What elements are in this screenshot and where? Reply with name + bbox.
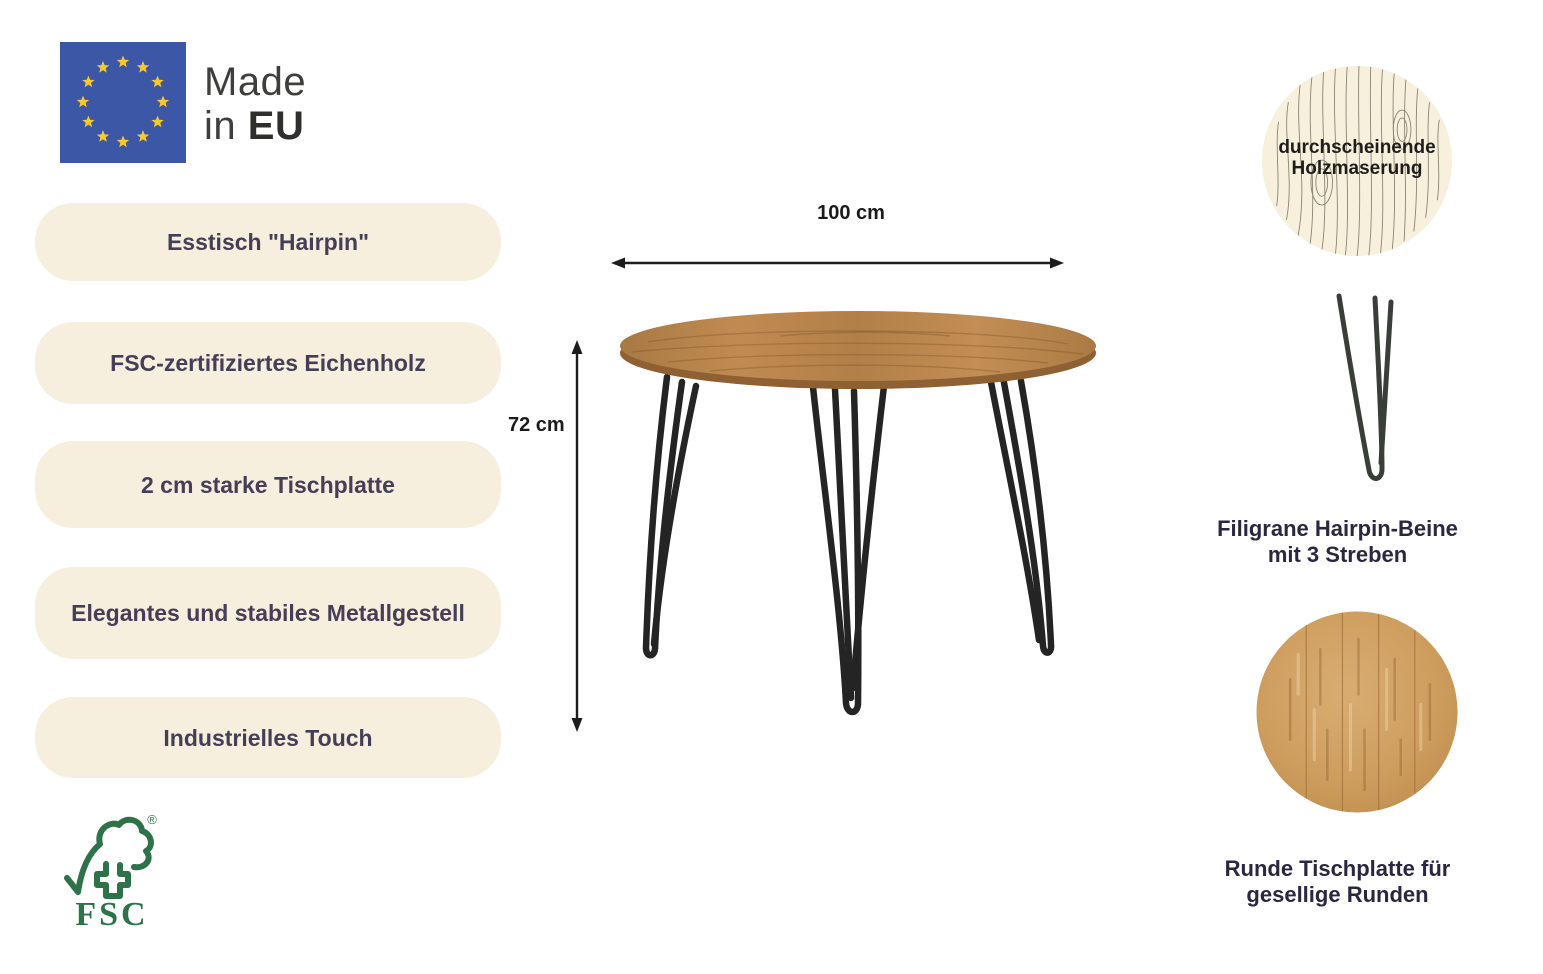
- made-in-eu-badge: [60, 42, 306, 163]
- feature-pill-fsc-oak: FSC-zertifiziertes Eichenholz: [35, 322, 501, 404]
- fsc-wordmark: FSC: [75, 896, 149, 930]
- fsc-tree-trunk: [97, 864, 128, 896]
- table-illustration: [480, 195, 1120, 755]
- made-in-eu-in: in: [204, 104, 237, 148]
- width-dimension-label: 100 cm: [817, 202, 885, 224]
- feature-pill-tabletop-thickness: 2 cm starke Tischplatte: [35, 441, 501, 528]
- made-in-eu-line2: [204, 104, 306, 148]
- feature-pill-product-name: Esstisch "Hairpin": [35, 203, 501, 281]
- round-top-caption: [1190, 856, 1485, 908]
- feature-pill-metal-frame: Elegantes und stabiles Metallgestell: [35, 567, 501, 659]
- round-top-caption-line1: Runde Tischplatte für: [1224, 856, 1451, 881]
- hairpin-leg-detail: [1325, 288, 1405, 503]
- table-top: [620, 311, 1096, 389]
- hairpin-legs-caption: [1190, 516, 1485, 568]
- made-in-eu-line1: Made: [204, 60, 307, 104]
- fsc-registered-mark: ®: [147, 812, 157, 827]
- eu-flag-icon: [60, 42, 186, 163]
- made-in-eu-text: [204, 60, 306, 148]
- made-in-eu-eu: EU: [247, 104, 305, 148]
- height-dimension-arrow: [572, 340, 583, 732]
- fsc-tree-check: [67, 820, 151, 892]
- height-dimension-label: 72 cm: [508, 414, 565, 436]
- wood-grain-caption-line2: Holzmaserung: [1291, 158, 1423, 179]
- width-dimension-arrow: [611, 258, 1064, 269]
- fsc-logo: [60, 808, 164, 930]
- wood-grain-caption-line1: durchscheinende: [1278, 137, 1436, 158]
- round-top-caption-line2: gesellige Runden: [1246, 882, 1429, 907]
- table-hairpin-legs: [646, 377, 1051, 712]
- feature-pill-industrial-touch: Industrielles Touch: [35, 697, 501, 778]
- hairpin-legs-caption-line1: Filigrane Hairpin-Beine: [1217, 516, 1458, 541]
- hairpin-legs-caption-line2: mit 3 Streben: [1267, 542, 1408, 567]
- wood-grain-caption: [1247, 137, 1467, 179]
- oak-tabletop-detail-circle: [1254, 609, 1460, 815]
